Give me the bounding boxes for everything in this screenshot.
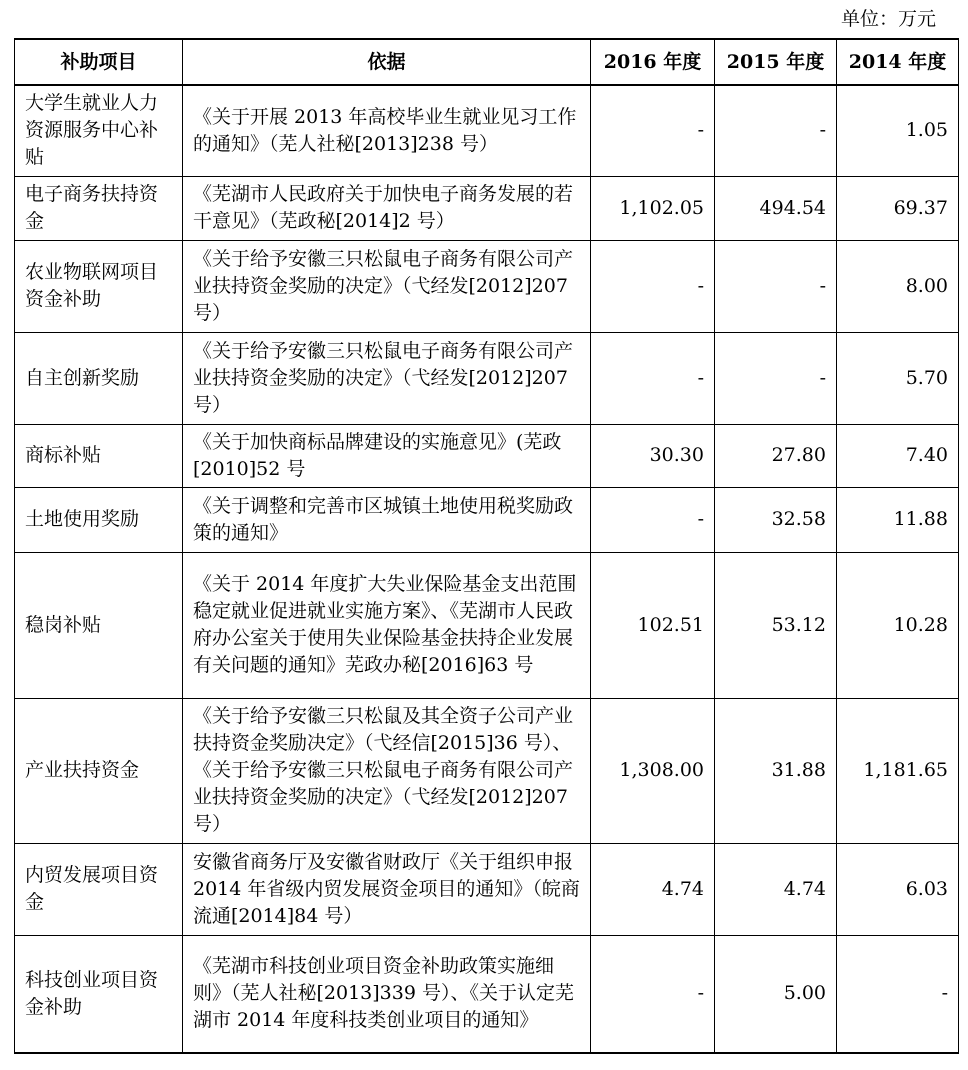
value-2015: 494.54 xyxy=(715,176,837,240)
value-2016: 30.30 xyxy=(591,424,715,487)
value-2014: 69.37 xyxy=(837,176,959,240)
table-row xyxy=(15,552,959,698)
basis-cell: 《关于调整和完善市区城镇土地使用税奖励政策的通知》 xyxy=(183,487,591,552)
value-2014: 6.03 xyxy=(837,843,959,935)
value-2016: - xyxy=(591,935,715,1053)
value-2014: 7.40 xyxy=(837,424,959,487)
header-2016: 2016 年度 xyxy=(591,39,715,85)
item-cell: 大学生就业人力资源服务中心补贴 xyxy=(15,85,183,176)
item-cell: 土地使用奖励 xyxy=(15,487,183,552)
value-2015: - xyxy=(715,240,837,332)
value-2015: 31.88 xyxy=(715,698,837,843)
table-row xyxy=(15,332,959,424)
item-cell: 商标补贴 xyxy=(15,424,183,487)
value-2015: 5.00 xyxy=(715,935,837,1053)
table-row xyxy=(15,487,959,552)
basis-cell: 《芜湖市科技创业项目资金补助政策实施细则》（芜人社秘[2013]339 号）、《关于认定芜湖市 2014 年度科技类创业项目的通知》 xyxy=(183,935,591,1053)
header-item: 补助项目 xyxy=(15,39,183,85)
subsidy-table xyxy=(14,38,959,1054)
value-2015: 27.80 xyxy=(715,424,837,487)
basis-cell: 《关于 2014 年度扩大失业保险基金支出范围稳定就业促进就业实施方案》、《芜湖市人民政府办公室关于使用失业保险基金扶持企业发展有关问题的通知》芜政办秘[2016]63 号 xyxy=(183,552,591,698)
table-row xyxy=(15,843,959,935)
value-2015: - xyxy=(715,85,837,176)
item-cell: 科技创业项目资金补助 xyxy=(15,935,183,1053)
value-2015: 32.58 xyxy=(715,487,837,552)
value-2014: - xyxy=(837,935,959,1053)
unit-label: 单位：万元 xyxy=(840,8,936,30)
basis-cell: 《关于开展 2013 年高校毕业生就业见习工作的通知》（芜人社秘[2013]238 号） xyxy=(183,85,591,176)
header-2015: 2015 年度 xyxy=(715,39,837,85)
table-row xyxy=(15,424,959,487)
value-2016: - xyxy=(591,487,715,552)
value-2016: - xyxy=(591,240,715,332)
header-2014: 2014 年度 xyxy=(837,39,959,85)
value-2015: 4.74 xyxy=(715,843,837,935)
basis-cell: 安徽省商务厅及安徽省财政厅《关于组织申报 2014 年省级内贸发展资金项目的通知》（皖商流通[2014]84 号） xyxy=(183,843,591,935)
value-2016: - xyxy=(591,332,715,424)
table-row xyxy=(15,935,959,1053)
value-2014: 5.70 xyxy=(837,332,959,424)
value-2014: 1.05 xyxy=(837,85,959,176)
value-2014: 1,181.65 xyxy=(837,698,959,843)
value-2016: 1,308.00 xyxy=(591,698,715,843)
item-cell: 内贸发展项目资金 xyxy=(15,843,183,935)
value-2014: 11.88 xyxy=(837,487,959,552)
basis-cell: 《关于给予安徽三只松鼠电子商务有限公司产业扶持资金奖励的决定》（弋经发[2012]207 号） xyxy=(183,240,591,332)
value-2016: 1,102.05 xyxy=(591,176,715,240)
item-cell: 稳岗补贴 xyxy=(15,552,183,698)
basis-cell: 《关于给予安徽三只松鼠及其全资子公司产业扶持资金奖励决定》（弋经信[2015]36 号）、《关于给予安徽三只松鼠电子商务有限公司产业扶持资金奖励的决定》（弋经发[2012]207 号） xyxy=(183,698,591,843)
value-2016: 102.51 xyxy=(591,552,715,698)
value-2014: 8.00 xyxy=(837,240,959,332)
table-header-row xyxy=(15,39,959,85)
value-2016: 4.74 xyxy=(591,843,715,935)
table-row xyxy=(15,176,959,240)
table-row xyxy=(15,85,959,176)
value-2014: 10.28 xyxy=(837,552,959,698)
item-cell: 电子商务扶持资金 xyxy=(15,176,183,240)
basis-cell: 《芜湖市人民政府关于加快电子商务发展的若干意见》（芜政秘[2014]2 号） xyxy=(183,176,591,240)
table-row xyxy=(15,240,959,332)
value-2016: - xyxy=(591,85,715,176)
value-2015: - xyxy=(715,332,837,424)
item-cell: 农业物联网项目资金补助 xyxy=(15,240,183,332)
value-2015: 53.12 xyxy=(715,552,837,698)
header-basis: 依据 xyxy=(183,39,591,85)
item-cell: 产业扶持资金 xyxy=(15,698,183,843)
basis-cell: 《关于加快商标品牌建设的实施意见》(芜政[2010]52 号 xyxy=(183,424,591,487)
table-row xyxy=(15,698,959,843)
basis-cell: 《关于给予安徽三只松鼠电子商务有限公司产业扶持资金奖励的决定》（弋经发[2012]207 号） xyxy=(183,332,591,424)
item-cell: 自主创新奖励 xyxy=(15,332,183,424)
